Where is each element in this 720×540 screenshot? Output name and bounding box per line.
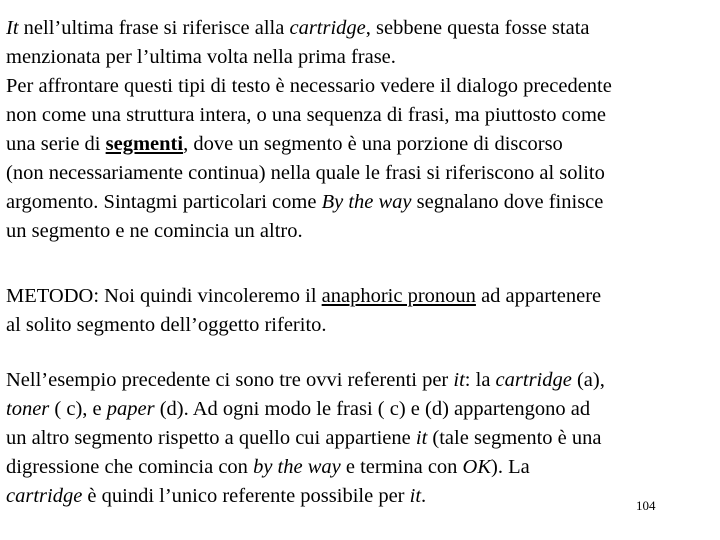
italic-term: paper bbox=[106, 398, 155, 420]
text-line: digressione che comincia con by the way e termina con OK). La bbox=[6, 456, 530, 478]
italic-term: cartridge bbox=[6, 485, 83, 507]
italic-term: cartridge bbox=[495, 369, 572, 391]
text-line: un segmento e ne comincia un altro. bbox=[6, 220, 303, 242]
italic-term: By the way bbox=[321, 191, 412, 213]
text-line: Per affrontare questi tipi di testo è necessario vedere il dialogo precedente bbox=[6, 75, 612, 97]
text-line: una serie di segmenti, dove un segmento è una porzione di discorso bbox=[6, 133, 563, 155]
text-line: METODO: Noi quindi vincoleremo il anaphoric pronoun ad appartenere bbox=[6, 285, 602, 307]
text-line: un altro segmento rispetto a quello cui appartiene it (tale segmento è una bbox=[6, 427, 602, 449]
text-line: menzionata per l’ultima volta nella prima frase. bbox=[6, 46, 396, 68]
metodo-label: METODO bbox=[6, 285, 94, 307]
italic-term: it bbox=[415, 427, 428, 449]
text-line: non come una struttura intera, o una sequenza di frasi, ma piuttosto come bbox=[6, 104, 607, 126]
text-line: al solito segmento dell’oggetto riferito. bbox=[6, 314, 327, 336]
italic-term: It bbox=[6, 17, 19, 39]
text-line: It nell’ultima frase si riferisce alla cartridge, sebbene questa fosse stata bbox=[6, 17, 590, 39]
text-line: cartridge è quindi l’unico referente possibile per it. bbox=[6, 485, 427, 507]
italic-term: it bbox=[409, 485, 422, 507]
paragraph-segments bbox=[6, 14, 718, 246]
italic-term: cartridge bbox=[289, 17, 366, 39]
italic-term: toner bbox=[6, 398, 50, 420]
text-line: (non necessariamente continua) nella quale le frasi si riferiscono al solito bbox=[6, 162, 605, 184]
text-line: argomento. Sintagmi particolari come By the way segnalano dove finisce bbox=[6, 191, 604, 213]
italic-term: OK bbox=[462, 456, 492, 478]
text-line: toner ( c), e paper (d). Ad ogni modo le frasi ( c) e (d) appartengono ad bbox=[6, 398, 591, 420]
paragraph-example bbox=[6, 366, 718, 511]
anaphoric-pronoun-link[interactable]: anaphoric pronoun bbox=[321, 285, 476, 307]
italic-term: it bbox=[453, 369, 465, 391]
page-number: 104 bbox=[636, 498, 656, 513]
segmenti-term: segmenti bbox=[105, 133, 184, 155]
italic-term: by the way bbox=[253, 456, 341, 478]
text-line: Nell’esempio precedente ci sono tre ovvi referenti per it: la cartridge (a), bbox=[6, 369, 605, 391]
paragraph-metodo bbox=[6, 282, 718, 340]
